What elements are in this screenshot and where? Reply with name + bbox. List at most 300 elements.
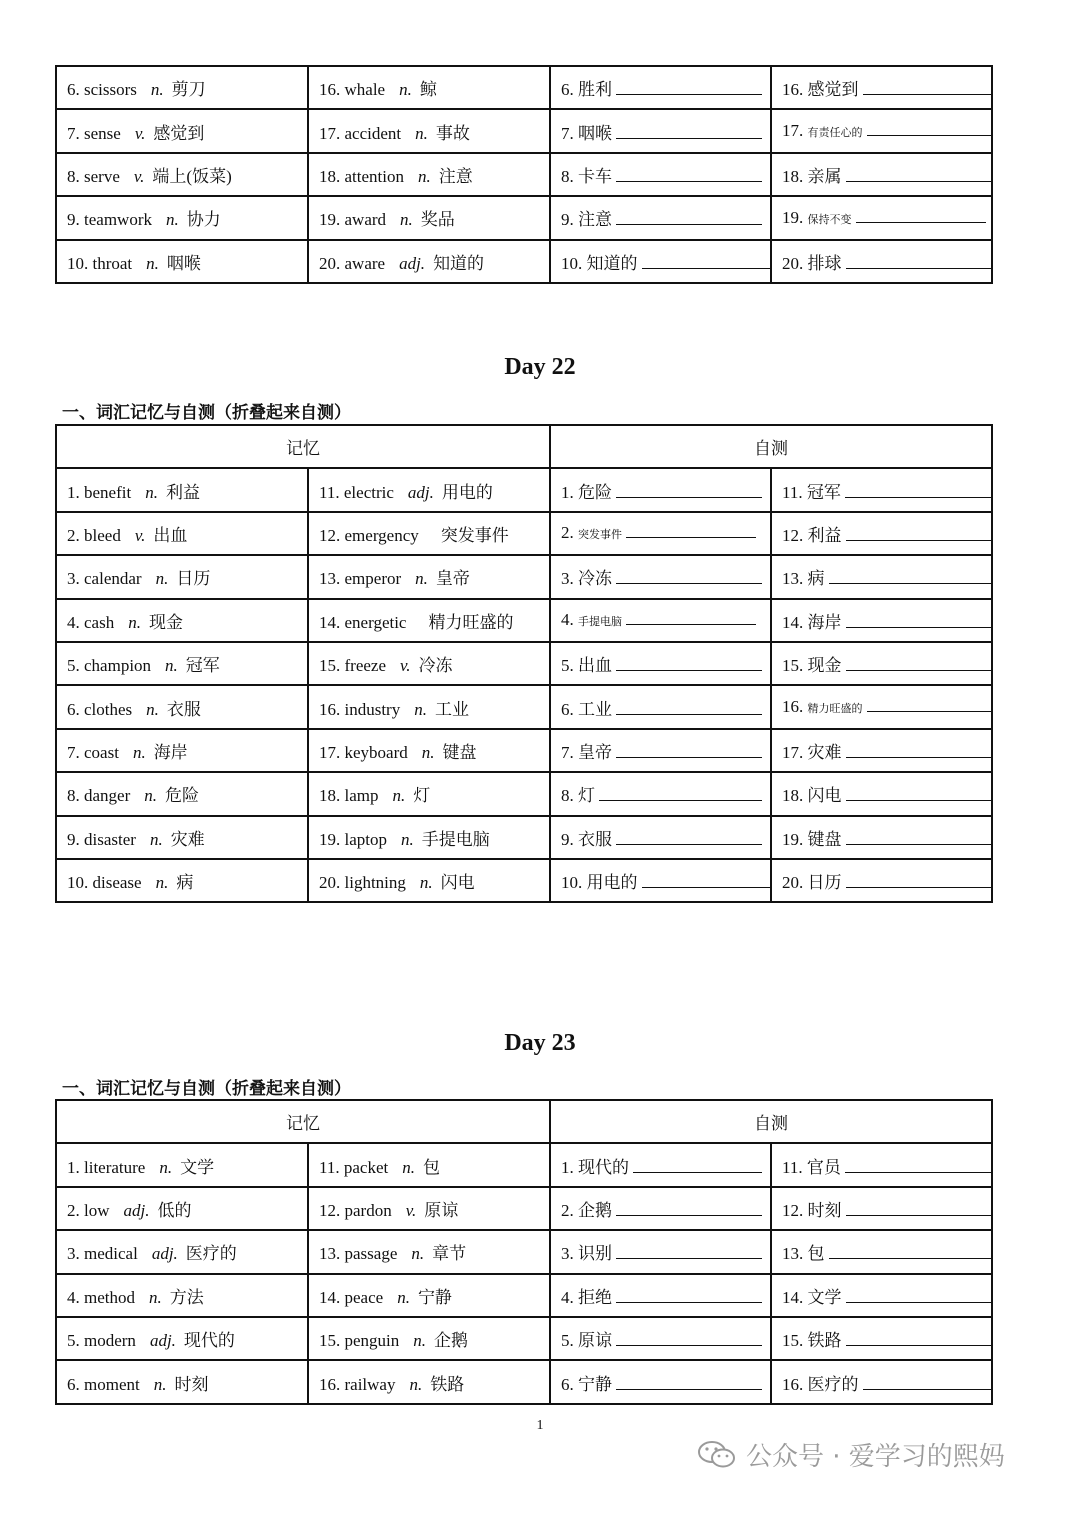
answer-blank[interactable] [846, 669, 992, 671]
answer-blank[interactable] [846, 1344, 992, 1346]
chinese-meaning: 冷冻 [418, 656, 453, 676]
english-word: accident [344, 123, 402, 143]
chinese-prompt: 用电的 [586, 873, 638, 893]
self-test-cell [771, 685, 992, 728]
english-word: scissors [84, 80, 137, 100]
memory-cell [56, 240, 308, 283]
word-number: 5. [67, 656, 80, 676]
answer-blank[interactable] [846, 886, 992, 888]
word-number: 18. [319, 786, 341, 806]
word-number: 8. [67, 786, 80, 806]
self-test-cell [550, 468, 771, 511]
word-number: 3. [67, 1244, 80, 1264]
answer-blank[interactable] [616, 137, 762, 139]
chinese-meaning: 知道的 [433, 253, 485, 273]
chinese-meaning: 病 [176, 873, 194, 893]
memory-cell [56, 1230, 308, 1273]
chinese-prompt: 感觉到 [807, 80, 859, 100]
answer-blank[interactable] [846, 1301, 992, 1303]
chinese-meaning: 日历 [176, 569, 211, 589]
part-of-speech: n. [419, 873, 433, 893]
chinese-meaning: 工业 [434, 699, 469, 719]
chinese-prompt: 保持不变 [807, 213, 852, 226]
memory-cell [308, 1274, 550, 1317]
memory-cell [308, 555, 550, 598]
word-number: 12. [782, 1200, 804, 1220]
chinese-prompt: 突发事件 [578, 529, 622, 542]
chinese-meaning: 突发事件 [440, 525, 509, 545]
day-title: Day 22 [504, 354, 576, 380]
self-test-cell [550, 1143, 771, 1186]
answer-blank[interactable] [642, 267, 771, 269]
word-number: 17. [782, 742, 804, 762]
word-number: 9. [561, 829, 574, 849]
word-number: 6. [67, 699, 80, 719]
memory-cell [308, 196, 550, 239]
english-word: whale [344, 80, 386, 100]
part-of-speech: n. [415, 123, 428, 143]
chinese-prompt: 文学 [807, 1287, 842, 1307]
memory-cell [56, 1187, 308, 1230]
part-of-speech: n. [150, 80, 164, 100]
memory-cell [308, 1187, 550, 1230]
answer-blank[interactable] [846, 799, 992, 801]
part-of-speech: n. [413, 1331, 427, 1351]
memory-cell [56, 859, 308, 902]
chinese-meaning: 低的 [157, 1200, 192, 1220]
part-of-speech: n. [392, 786, 406, 806]
answer-blank[interactable] [616, 582, 762, 584]
english-word: passage [344, 1244, 398, 1264]
chinese-prompt: 出血 [578, 656, 612, 676]
answer-blank[interactable] [642, 886, 771, 888]
word-number: 2. [67, 1200, 80, 1220]
self-test-cell [771, 66, 992, 109]
self-test-cell [550, 816, 771, 859]
part-of-speech: v. [134, 123, 146, 143]
chinese-meaning: 海岸 [153, 742, 188, 762]
word-number: 5. [67, 1331, 80, 1351]
table-row [56, 468, 992, 511]
memory-cell [308, 1230, 550, 1273]
chinese-prompt: 冷冻 [578, 569, 612, 589]
self-test-cell [771, 240, 992, 283]
part-of-speech: n. [153, 1374, 167, 1394]
chinese-prompt: 原谅 [578, 1331, 612, 1351]
word-number: 16. [319, 80, 341, 100]
word-number: 1. [561, 1157, 574, 1177]
word-number: 12. [319, 1200, 341, 1220]
english-word: literature [84, 1157, 146, 1177]
chinese-meaning: 咽喉 [166, 253, 201, 273]
memory-cell [308, 772, 550, 815]
table-row [56, 196, 992, 239]
word-number: 2. [67, 525, 80, 545]
part-of-speech: n. [149, 1287, 162, 1307]
memory-cell [56, 685, 308, 728]
chinese-meaning: 键盘 [442, 742, 477, 762]
self-test-cell [771, 1230, 992, 1273]
part-of-speech: adj. [123, 1200, 150, 1220]
chinese-meaning: 协力 [186, 210, 221, 230]
memory-cell [308, 816, 550, 859]
english-word: method [84, 1287, 135, 1307]
english-word: disaster [84, 829, 136, 849]
english-word: disease [92, 873, 142, 893]
english-word: lamp [344, 786, 379, 806]
english-word: champion [84, 656, 152, 676]
part-of-speech: adj. [407, 482, 434, 502]
english-word: throat [92, 253, 133, 273]
part-of-speech: v. [133, 166, 145, 186]
chinese-meaning: 宁静 [417, 1287, 452, 1307]
chinese-prompt: 工业 [578, 699, 612, 719]
self-test-cell [771, 468, 992, 511]
answer-blank[interactable] [829, 582, 992, 584]
memory-cell [308, 66, 550, 109]
answer-blank[interactable] [599, 799, 762, 801]
chinese-prompt: 排球 [807, 253, 842, 273]
chinese-meaning: 文学 [180, 1157, 215, 1177]
chinese-meaning: 现金 [148, 612, 183, 632]
self-test-cell [550, 685, 771, 728]
answer-blank[interactable] [616, 843, 762, 845]
memory-cell [308, 1360, 550, 1403]
answer-blank[interactable] [616, 756, 762, 758]
word-number: 14. [782, 612, 804, 632]
word-number: 11. [319, 1157, 340, 1177]
table-row [56, 816, 992, 859]
word-number: 14. [319, 1287, 341, 1307]
answer-blank[interactable] [845, 1171, 991, 1173]
chinese-prompt: 时刻 [807, 1200, 842, 1220]
self-test-cell [550, 555, 771, 598]
english-word: cash [84, 612, 115, 632]
day-title: Day 23 [504, 1030, 576, 1056]
answer-blank[interactable] [867, 134, 993, 136]
word-number: 18. [782, 166, 804, 186]
chinese-prompt: 现金 [807, 656, 842, 676]
word-number: 6. [67, 80, 80, 100]
word-number: 3. [561, 569, 574, 589]
english-word: industry [344, 699, 401, 719]
english-word: packet [343, 1157, 389, 1177]
memory-cell [308, 642, 550, 685]
word-number: 11. [319, 482, 340, 502]
self-test-cell [771, 599, 992, 642]
table-body [56, 425, 992, 902]
word-number: 10. [561, 873, 583, 893]
table-row [56, 729, 992, 772]
memory-cell [308, 1317, 550, 1360]
english-word: attention [344, 166, 404, 186]
chinese-prompt: 闪电 [807, 786, 842, 806]
answer-blank[interactable] [846, 756, 992, 758]
memory-cell [308, 859, 550, 902]
memory-cell [56, 468, 308, 511]
chinese-meaning: 衣服 [166, 699, 201, 719]
answer-blank[interactable] [616, 1388, 762, 1390]
chinese-prompt: 有责任心的 [807, 127, 863, 140]
table-body [56, 66, 992, 283]
memory-cell [56, 512, 308, 555]
part-of-speech: adj. [151, 1244, 178, 1264]
self-test-cell [771, 153, 992, 196]
part-of-speech: n. [165, 656, 178, 676]
word-number: 15. [782, 1331, 804, 1351]
chinese-prompt: 识别 [578, 1244, 612, 1264]
memory-header: 记忆 [56, 1100, 550, 1143]
answer-blank[interactable] [616, 180, 762, 182]
word-number: 1. [67, 482, 80, 502]
self-test-cell [771, 1274, 992, 1317]
answer-blank[interactable] [616, 1344, 762, 1346]
memory-cell [308, 729, 550, 772]
memory-cell [56, 1143, 308, 1186]
table-header-row [56, 425, 992, 468]
word-number: 13. [319, 1244, 341, 1264]
part-of-speech: n. [159, 1157, 173, 1177]
chinese-prompt: 海岸 [807, 612, 842, 632]
part-of-speech: n. [401, 829, 414, 849]
word-number: 20. [782, 253, 804, 273]
word-number: 17. [319, 123, 341, 143]
word-number: 16. [782, 80, 804, 100]
chinese-prompt: 宁静 [578, 1374, 612, 1394]
english-word: bleed [84, 525, 121, 545]
answer-blank[interactable] [626, 536, 756, 538]
word-number: 18. [319, 166, 341, 186]
word-number: 13. [782, 569, 804, 589]
word-number: 10. [561, 253, 583, 273]
chinese-meaning: 包 [422, 1157, 440, 1177]
english-word: keyboard [344, 742, 408, 762]
word-number: 20. [319, 873, 341, 893]
answer-blank[interactable] [616, 496, 762, 498]
memory-cell [308, 685, 550, 728]
word-number: 15. [319, 656, 341, 676]
self-test-cell [550, 196, 771, 239]
answer-blank[interactable] [616, 93, 762, 95]
part-of-speech: n. [399, 80, 412, 100]
chinese-prompt: 官员 [806, 1157, 841, 1177]
word-number: 11. [782, 482, 803, 502]
self-test-cell [550, 512, 771, 555]
table-row [56, 1230, 992, 1273]
chinese-meaning: 精力旺盛的 [428, 612, 514, 632]
chinese-prompt: 拒绝 [578, 1287, 612, 1307]
chinese-meaning: 出血 [153, 525, 188, 545]
memory-cell [56, 642, 308, 685]
part-of-speech: v. [134, 525, 146, 545]
vocab-table-continued [55, 65, 993, 284]
self-test-cell [771, 729, 992, 772]
word-number: 9. [67, 829, 80, 849]
word-number: 1. [561, 482, 574, 502]
answer-blank[interactable] [846, 539, 992, 541]
word-number: 6. [561, 1374, 574, 1394]
memory-cell [56, 599, 308, 642]
answer-blank[interactable] [863, 1388, 992, 1390]
word-number: 19. [782, 207, 804, 227]
chinese-prompt: 亲属 [807, 166, 842, 186]
chinese-meaning: 用电的 [441, 482, 493, 502]
memory-cell [56, 816, 308, 859]
answer-blank[interactable] [616, 223, 762, 225]
memory-cell [56, 109, 308, 152]
self-test-cell [771, 816, 992, 859]
table-row [56, 512, 992, 555]
answer-blank[interactable] [829, 1257, 992, 1259]
self-test-cell [550, 642, 771, 685]
memory-cell [308, 153, 550, 196]
table-row [56, 153, 992, 196]
english-word: lightning [344, 873, 406, 893]
self-test-cell [550, 240, 771, 283]
word-number: 12. [782, 525, 804, 545]
english-word: sense [84, 123, 121, 143]
word-number: 6. [561, 699, 574, 719]
chinese-prompt: 灾难 [807, 742, 842, 762]
english-word: serve [84, 166, 120, 186]
answer-blank[interactable] [845, 496, 991, 498]
word-number: 15. [319, 1331, 341, 1351]
answer-blank[interactable] [846, 180, 992, 182]
chinese-prompt: 病 [807, 569, 825, 589]
english-word: benefit [84, 482, 132, 502]
wechat-icon [698, 1441, 736, 1469]
chinese-meaning: 剪刀 [171, 80, 206, 100]
english-word: electric [343, 482, 394, 502]
word-number: 8. [561, 786, 574, 806]
self-test-cell [771, 642, 992, 685]
chinese-meaning: 冠军 [185, 656, 220, 676]
self-test-cell [771, 859, 992, 902]
word-number: 5. [561, 1331, 574, 1351]
chinese-prompt: 注意 [578, 210, 612, 230]
answer-blank[interactable] [846, 267, 992, 269]
english-word: modern [84, 1331, 136, 1351]
english-word: emergency [344, 525, 419, 545]
word-number: 2. [561, 523, 574, 543]
answer-blank[interactable] [863, 93, 992, 95]
chinese-meaning: 注意 [438, 166, 473, 186]
word-number: 13. [319, 569, 341, 589]
word-number: 11. [782, 1157, 803, 1177]
memory-cell [56, 729, 308, 772]
chinese-meaning: 事故 [435, 123, 470, 143]
chinese-meaning: 医疗的 [185, 1244, 237, 1264]
table-body [56, 1100, 992, 1404]
word-number: 7. [67, 742, 80, 762]
memory-cell [56, 1360, 308, 1403]
table-row [56, 1187, 992, 1230]
english-word: aware [344, 253, 386, 273]
section-title: 一、词汇记忆与自测（折叠起来自测） [62, 1079, 351, 1099]
vocab-table-day22 [55, 424, 993, 903]
answer-blank[interactable] [616, 1257, 762, 1259]
part-of-speech: n. [411, 1244, 425, 1264]
memory-header: 记忆 [56, 425, 550, 468]
word-number: 14. [319, 612, 341, 632]
english-word: award [344, 210, 387, 230]
part-of-speech: n. [414, 699, 427, 719]
table-row [56, 642, 992, 685]
chinese-meaning: 危险 [165, 786, 200, 806]
chinese-meaning: 端上(饭菜) [152, 166, 232, 186]
chinese-meaning: 企鹅 [434, 1331, 469, 1351]
self-test-cell [550, 1317, 771, 1360]
answer-blank[interactable] [846, 1214, 992, 1216]
self-test-cell [771, 512, 992, 555]
chinese-prompt: 现代的 [578, 1157, 629, 1177]
part-of-speech: v. [405, 1200, 417, 1220]
chinese-prompt: 手提电脑 [578, 616, 622, 629]
watermark [698, 1436, 1005, 1473]
table-row [56, 555, 992, 598]
chinese-prompt: 卡车 [578, 166, 612, 186]
memory-cell [308, 468, 550, 511]
english-word: railway [344, 1374, 396, 1394]
self-test-cell [550, 109, 771, 152]
answer-blank[interactable] [616, 713, 762, 715]
chinese-prompt: 精力旺盛的 [807, 703, 863, 716]
part-of-speech: n. [400, 210, 413, 230]
chinese-prompt: 皇帝 [578, 742, 612, 762]
word-number: 5. [561, 656, 574, 676]
answer-blank[interactable] [856, 221, 986, 223]
table-row [56, 685, 992, 728]
chinese-prompt: 知道的 [586, 253, 638, 273]
part-of-speech: v. [400, 656, 411, 676]
self-test-cell [771, 1360, 992, 1403]
word-number: 15. [782, 656, 804, 676]
memory-cell [308, 109, 550, 152]
answer-blank[interactable] [846, 843, 992, 845]
memory-cell [56, 196, 308, 239]
self-test-cell [550, 1187, 771, 1230]
word-number: 17. [782, 121, 804, 141]
chinese-prompt: 利益 [807, 525, 842, 545]
table-row [56, 599, 992, 642]
chinese-prompt: 企鹅 [578, 1200, 612, 1220]
english-word: teamwork [84, 210, 152, 230]
english-word: laptop [344, 829, 387, 849]
answer-blank[interactable] [867, 710, 993, 712]
word-number: 7. [561, 742, 574, 762]
answer-blank[interactable] [633, 1171, 762, 1173]
english-word: energetic [344, 612, 407, 632]
word-number: 8. [67, 166, 80, 186]
self-test-cell [771, 1317, 992, 1360]
memory-cell [308, 599, 550, 642]
answer-blank[interactable] [616, 669, 762, 671]
word-number: 16. [319, 699, 341, 719]
chinese-prompt: 包 [807, 1244, 825, 1264]
answer-blank[interactable] [626, 623, 756, 625]
table-row [56, 772, 992, 815]
chinese-prompt: 日历 [807, 873, 842, 893]
word-number: 19. [782, 829, 804, 849]
answer-blank[interactable] [616, 1214, 762, 1216]
word-number: 16. [319, 1374, 341, 1394]
english-word: clothes [84, 699, 133, 719]
answer-blank[interactable] [846, 626, 992, 628]
self-test-cell [550, 153, 771, 196]
word-number: 14. [782, 1287, 804, 1307]
page-number: 1 [536, 1418, 544, 1433]
answer-blank[interactable] [616, 1301, 762, 1303]
